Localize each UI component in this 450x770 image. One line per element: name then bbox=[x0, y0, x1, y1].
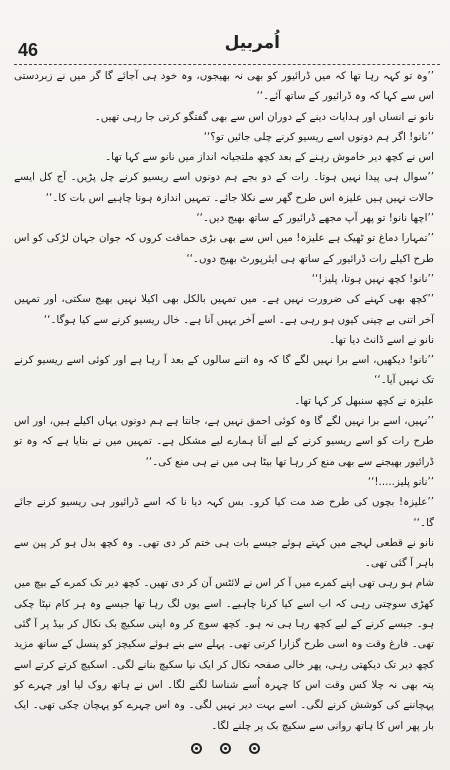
paragraph: ’’علیزہ! بچوں کی طرح ضد مت کیا کرو۔ بس کہہ دیا نا کہ اسے ڈرائیور ہی ریسیو کرنے جائے گا۔‘‘ bbox=[14, 496, 434, 529]
paragraph: اس نے کچھ دیر خاموش رہنے کے بعد کچھ ملتجیانہ انداز میں نانو سے کہا تھا۔ bbox=[105, 151, 434, 164]
paragraph: شام ہو رہی تھی اپنے کمرے میں آ کر اس نے لائٹس آن کر دی تھیں۔ کچھ دیر تک کمرے کے بیچ میں کھڑی سوچتی رہی کہ اب اسے کیا کرنا چاہیے۔ اسے یوں لگ رہا تھا جیسے وہ ہر کام نپٹا چکی ہو۔ جیسے کرنے کے لیے کچھ رہا ہی نہ ہو۔ کچھ سوچ کر وہ اپنی سکیچ بک نکال کر بیڈ پر آ گئی تھی۔ فارغ وقت وہ اسی طرح گزارا کرتی تھی۔ پہلے سے بنے ہوئے سکیچز کو پنسل کے ساتھ مزید کچھ دیر تک دیکھتی رہی، پھر خالی صفحہ نکال کر ایک نیا سکیچ بنانے لگی۔ اسکیچ کرتے کرتے اسے پتہ بھی نہ چلا کس وقت اس کا چہرہ اُسے شناسا لگنے لگا۔ اس نے ہاتھ روک لیا اور چہرے کو پہچاننے کی کوشش کرنے لگی۔ اسے بہت دیر نہیں لگی۔ وہ اس چہرے کو پہچان چکی تھی۔ ایک بار پھر اس کا ہاتھ روانی سے سکیچ بک پر چلنے لگا۔ bbox=[14, 577, 434, 732]
body-text bbox=[14, 66, 434, 732]
paragraph: نانو نے انساں اور ہدایات دینے کے دوران اس سے بھی گفتگو کرتی جا رہی تھیں۔ bbox=[94, 110, 434, 123]
ornament-circle-icon bbox=[191, 743, 202, 754]
paragraph: ’’نانو! اگر ہم دونوں اسے ریسیو کرنے چلی جائیں تو؟‘‘ bbox=[203, 130, 434, 143]
paragraph: ’’وہ تو کہہ رہا تھا کہ میں ڈرائیور کو بھی نہ بھیجوں، وہ خود ہی آجائے گا گر میں نے زبردستی اس سے کہا کہ وہ ڈرائیور کے ساتھ آئے۔‘‘ bbox=[14, 70, 434, 103]
page-number: 46 bbox=[18, 40, 39, 60]
ornament-circle-icon bbox=[220, 743, 231, 754]
paragraph: ’’کچھ بھی کہنے کی ضرورت نہیں ہے۔ میں تمہیں بالکل بھی اکیلا نہیں بھیج سکتی، اور تمہیں آخر اتنی بے چینی کیوں ہو رہی ہے۔ اسے آخر یہیں آنا ہے۔ خال ریسیو کرنے سے کیا ہوگا۔‘‘ bbox=[14, 293, 434, 326]
paragraph: ’’نانو! کچھ نہیں ہوتا، پلیز!‘‘ bbox=[311, 272, 434, 285]
paragraph: ’’سوال ہی پیدا نہیں ہوتا۔ رات کے دو بجے ہم دونوں اسے ریسیو کرنے چل پڑیں۔ آج کل ایسے حالات نہیں ہیں علیزہ اس طرح گھر سے نکلا جائے۔ تمہیں اندازہ ہونا چاہیے اس بات کا۔‘‘ bbox=[14, 171, 434, 204]
paragraph: علیزہ نے کچھ سنبھل کر کہا تھا۔ bbox=[294, 394, 434, 407]
paragraph: نانو نے قطعی لہجے میں کہتے ہوئے جیسے بات ہی ختم کر دی تھی۔ وہ کچھ بدل ہو کر پین سے باہر آ گئی تھی۔ bbox=[14, 536, 434, 570]
footer-ornament bbox=[0, 743, 450, 754]
paragraph: ’’نہیں، اسے برا نہیں لگے گا وہ کوئی احمق نہیں ہے، جانتا ہے ہم دونوں یہاں اکیلے ہیں، اور اس طرح رات کو اسے ریسیو کرنے کے لیے آنا ہمارے لیے مشکل ہے۔ تمہیں میں نے بتایا ہے کہ وہ تو ڈرائیور بھیجنے سے بھی منع کر رہا تھا بیٹا ہی میں نے ہی منع کی۔‘‘ bbox=[14, 415, 434, 468]
paragraph: ’’نانو! دیکھیں، اسے برا نہیں لگے گا کہ وہ اتنے سالوں کے بعد آ رہا ہے اور کوئی اسے ریسیو کرنے تک نہیں آیا۔‘‘ bbox=[14, 354, 434, 387]
paragraph: ’’تمہارا دماغ تو ٹھیک ہے علیزہ! میں اس سے بھی بڑی حماقت کروں کہ جوان جہان لڑکی کو اس طرح اکیلے رات ڈرائیور کے ساتھ ہی ایئرپورٹ بھیج دوں۔‘‘ bbox=[14, 232, 434, 265]
ornament-circle-icon bbox=[249, 743, 260, 754]
header-divider bbox=[14, 64, 440, 65]
running-title: اُمربیل bbox=[224, 33, 280, 53]
paragraph: ’’اچھا نانو! تو پھر آپ مجھے ڈرائیور کے ساتھ بھیج دیں۔‘‘ bbox=[196, 212, 434, 225]
paragraph: نانو نے اسے ڈانٹ دیا تھا۔ bbox=[329, 333, 434, 346]
paragraph: ’’نانو پلیز.....!‘‘ bbox=[367, 475, 434, 488]
